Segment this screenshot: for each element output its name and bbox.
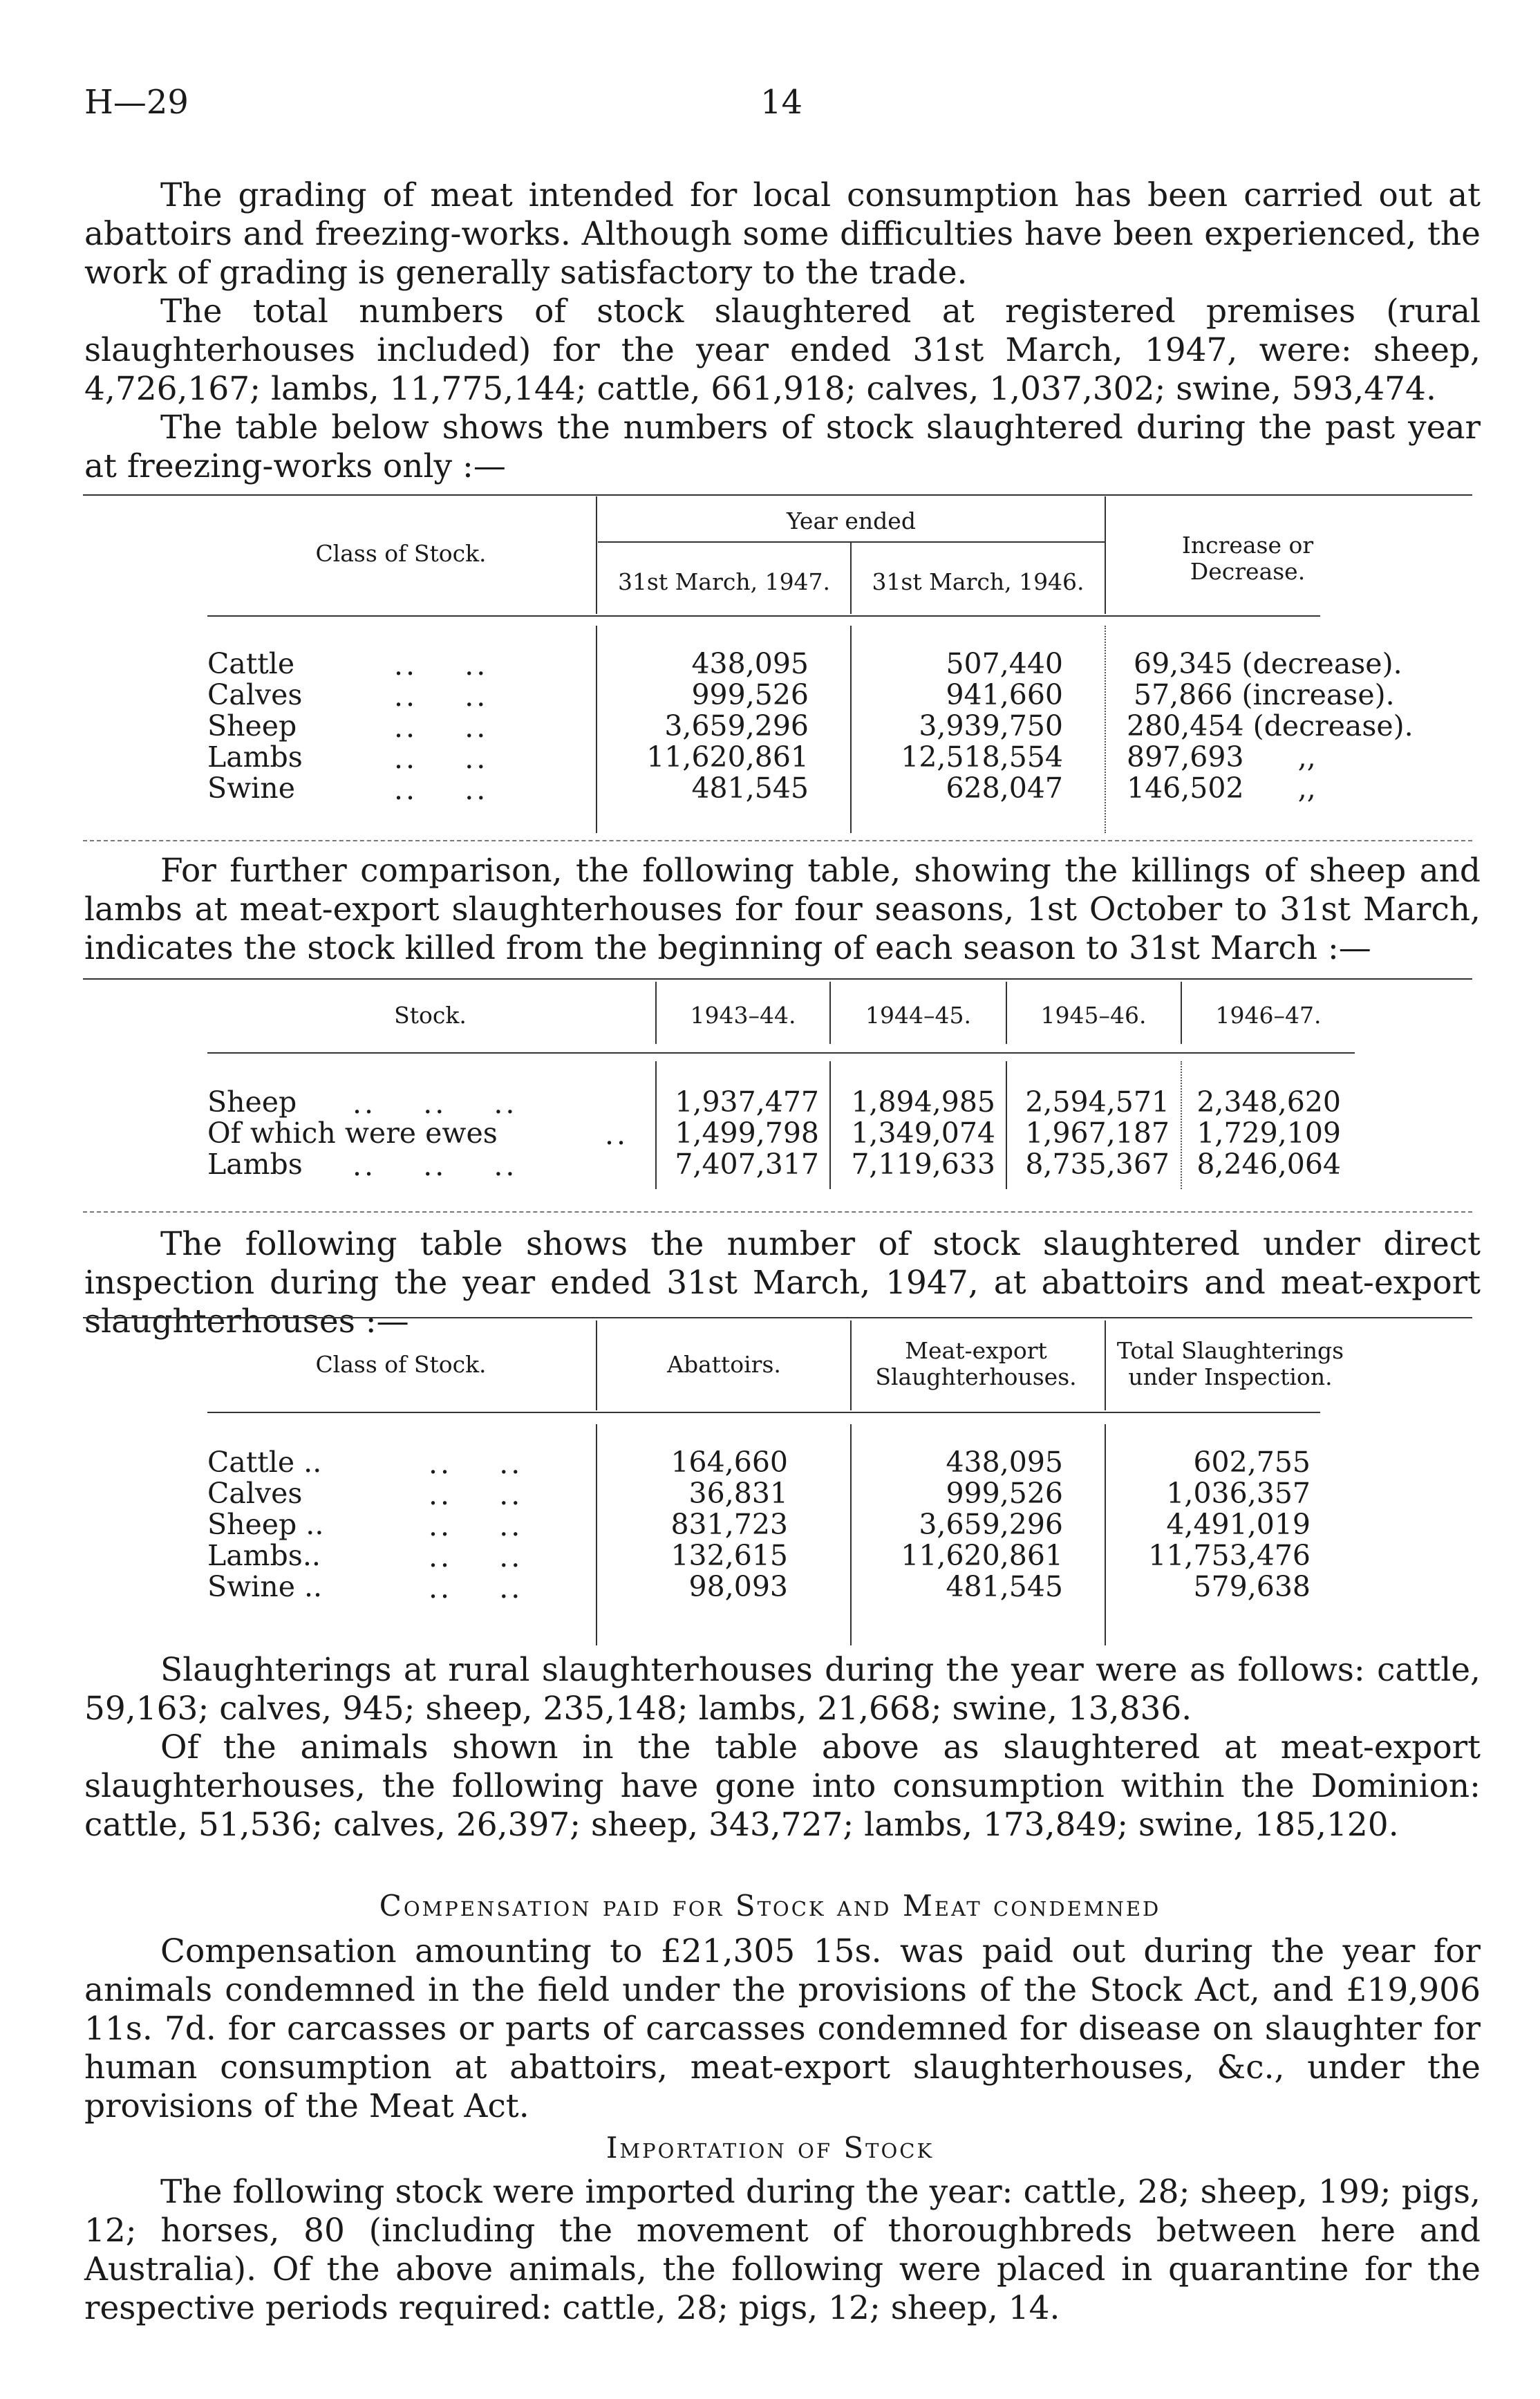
header-class-of-stock: Class of Stock. — [315, 1351, 487, 1378]
header-1943-44: 1943–44. — [690, 1002, 796, 1029]
row-leader: .. .. — [429, 1447, 523, 1480]
heading-compensation: Compensation paid for Stock and Meat condemned — [379, 1889, 1161, 1923]
cell-1947: 11,620,861 — [646, 740, 809, 774]
row-label: Sheep — [207, 1085, 297, 1119]
cell-1946: 3,939,750 — [919, 709, 1063, 743]
row-label: Calves — [207, 678, 303, 711]
row-label: Swine .. — [207, 1570, 323, 1603]
paragraph-importation: The following stock were imported during the year: cattle, 28; sheep, 199; pigs, 12; horses, 80 (including the movement of thoroughbreds between here and Australia). Of the above animals, the following were placed in quarantine for the respective periods required: cattle, 28; pigs, 12; sheep, 14. — [84, 2173, 1481, 2327]
column-divider — [829, 1061, 831, 1189]
row-leader: .. .. — [429, 1540, 523, 1574]
column-divider — [596, 626, 597, 833]
table-rule — [83, 1211, 1472, 1213]
cell-1946-47: 8,246,064 — [1196, 1148, 1341, 1181]
cell-change: 280,454 (decrease). — [1127, 709, 1414, 743]
table-rule — [83, 978, 1472, 980]
cell-change: 146,502 ,, — [1127, 772, 1316, 805]
column-divider — [655, 1061, 657, 1189]
column-divider — [596, 1424, 597, 1645]
row-label: Swine — [207, 772, 295, 805]
row-label: Lambs.. — [207, 1539, 321, 1572]
report-code: H—29 — [84, 83, 189, 122]
row-leader: .. .. .. — [353, 1149, 518, 1182]
cell-1944-45: 1,894,985 — [851, 1085, 995, 1119]
cell-1946: 507,440 — [946, 647, 1063, 680]
cell-change: 69,345 (decrease). — [1134, 647, 1402, 680]
row-label: Lambs — [207, 1148, 303, 1181]
paragraph-table3-intro: The following table shows the number of stock slaughtered under direct inspection during the year ended 31st March, 1947, at abattoirs and meat-export slaughterhouses :— — [84, 1225, 1481, 1341]
cell-meat-export: 999,526 — [946, 1477, 1063, 1510]
cell-meat-export: 3,659,296 — [919, 1508, 1063, 1541]
cell-1943-44: 7,407,317 — [675, 1148, 819, 1181]
header-total-slaughterings: Total Slaughterings under Inspection. — [1116, 1337, 1344, 1390]
column-divider — [850, 1320, 852, 1410]
cell-1947: 481,545 — [691, 772, 809, 805]
row-label: Cattle .. — [207, 1446, 322, 1479]
cell-1944-45: 7,119,633 — [851, 1148, 995, 1181]
row-label: Cattle — [207, 647, 295, 680]
cell-change: 57,866 (increase). — [1134, 678, 1395, 711]
cell-1946: 628,047 — [946, 772, 1063, 805]
table-rule — [83, 1317, 1472, 1318]
page-number: 14 — [760, 83, 803, 122]
column-divider — [1006, 1061, 1007, 1189]
cell-meat-export: 438,095 — [946, 1446, 1063, 1479]
column-divider — [596, 1320, 597, 1410]
cell-1945-46: 2,594,571 — [1025, 1085, 1170, 1119]
column-divider — [1181, 1061, 1182, 1189]
header-1946-47: 1946–47. — [1215, 1002, 1322, 1029]
heading-importation: Importation of Stock — [605, 2131, 935, 2165]
column-divider — [1105, 496, 1106, 614]
header-stock: Stock. — [394, 1002, 467, 1029]
cell-abattoirs: 831,723 — [670, 1508, 788, 1541]
row-leader: .. .. — [429, 1509, 523, 1542]
row-label: Sheep — [207, 709, 297, 743]
header-1946: 31st March, 1946. — [872, 568, 1084, 595]
cell-total: 602,755 — [1193, 1446, 1311, 1479]
column-divider — [850, 1424, 852, 1645]
row-leader: .. .. — [394, 648, 489, 682]
cell-1946-47: 1,729,109 — [1196, 1117, 1341, 1150]
cell-abattoirs: 98,093 — [688, 1570, 788, 1603]
cell-1947: 3,659,296 — [664, 709, 809, 743]
cell-total: 11,753,476 — [1148, 1539, 1311, 1572]
header-bottom-rule — [207, 1412, 1320, 1413]
header-abattoirs: Abattoirs. — [667, 1351, 781, 1378]
cell-1947: 999,526 — [691, 678, 809, 711]
cell-1945-46: 1,967,187 — [1025, 1117, 1170, 1150]
header-bottom-rule — [207, 615, 1320, 617]
cell-abattoirs: 36,831 — [688, 1477, 788, 1510]
column-divider — [596, 496, 597, 614]
paragraph-rural: Slaughterings at rural slaughterhouses during the year were as follows: cattle, 59,163; calves, 945; sheep, 235,148; lambs, 21,668; swine, 13,836. — [84, 1651, 1481, 1728]
row-leader: .. .. — [394, 711, 489, 744]
cell-meat-export: 481,545 — [946, 1570, 1063, 1603]
row-label: Sheep .. — [207, 1508, 324, 1541]
cell-abattoirs: 164,660 — [670, 1446, 788, 1479]
cell-1946: 941,660 — [946, 678, 1063, 711]
paragraph-table1-intro: The table below shows the numbers of stock slaughtered during the past year at freezing-works only :— — [84, 409, 1481, 485]
cell-meat-export: 11,620,861 — [901, 1539, 1063, 1572]
header-1947: 31st March, 1947. — [617, 568, 831, 595]
paragraph-grading: The grading of meat intended for local consumption has been carried out at abattoirs and freezing-works. Although some difficulties have been experienced, the work of grading is generally satisfactory to the trade. — [84, 176, 1481, 292]
paragraph-consumption: Of the animals shown in the table above as slaughtered at meat-export slaughterhouses, the following have gone into consumption within the Dominion: cattle, 51,536; calves, 26,397; sheep, 343,727; lambs, 173,849; swine, 185,120. — [84, 1728, 1481, 1844]
cell-1943-44: 1,499,798 — [675, 1117, 819, 1150]
header-meat-export: Meat-export Slaughterhouses. — [875, 1337, 1077, 1390]
header-1944-45: 1944–45. — [865, 1002, 971, 1029]
row-leader: .. .. — [394, 773, 489, 806]
row-label: Of which were ewes — [207, 1117, 498, 1150]
paragraph-compensation: Compensation amounting to £21,305 15s. was paid out during the year for animals condemned in the field under the provisions of the Stock Act, and £19,906 11s. 7d. for carcasses or parts of carcasses condemned for disease on slaughter for human consumption at abattoirs, meat-export slaughterhouses, &c., under the provisions of the Meat Act. — [84, 1932, 1481, 2125]
row-label: Calves — [207, 1477, 303, 1510]
paragraph-table2-intro: For further comparison, the following table, showing the killings of sheep and lambs at meat-export slaughterhouses for four seasons, 1st October to 31st March, indicates the stock killed from the beginning of each season to 31st March :— — [84, 852, 1481, 967]
cell-abattoirs: 132,615 — [670, 1539, 788, 1572]
cell-1946-47: 2,348,620 — [1196, 1085, 1341, 1119]
table-rule — [83, 494, 1472, 496]
cell-1946: 12,518,554 — [901, 740, 1063, 774]
row-label: Lambs — [207, 740, 303, 774]
header-subrule — [598, 541, 1105, 543]
column-divider — [1105, 1320, 1106, 1410]
cell-1943-44: 1,937,477 — [675, 1085, 819, 1119]
cell-total: 4,491,019 — [1166, 1508, 1311, 1541]
column-divider — [1105, 626, 1106, 833]
row-leader: .. .. — [429, 1478, 523, 1511]
row-leader: .. .. .. — [353, 1087, 518, 1120]
column-divider — [1105, 1424, 1106, 1645]
header-1945-46: 1945–46. — [1040, 1002, 1147, 1029]
column-divider — [850, 626, 852, 833]
paragraph-total: The total numbers of stock slaughtered at registered premises (rural slaughterhouses included) for the year ended 31st March, 1947, were: sheep, 4,726,167; lambs, 11,775,144; cattle, 661,918; calves, 1,037,302; swine, 593,474. — [84, 292, 1481, 408]
cell-total: 579,638 — [1193, 1570, 1311, 1603]
header-bottom-rule — [207, 1052, 1355, 1054]
row-leader: .. .. — [394, 742, 489, 775]
header-year-ended: Year ended — [787, 507, 916, 534]
table-rule — [83, 840, 1472, 841]
row-leader: .. .. — [394, 680, 489, 713]
cell-1944-45: 1,349,074 — [851, 1117, 995, 1150]
row-leader: .. .. — [429, 1571, 523, 1605]
cell-change: 897,693 ,, — [1127, 740, 1316, 774]
cell-1947: 438,095 — [691, 647, 809, 680]
header-increase-decrease: Increase or Decrease. — [1181, 532, 1314, 585]
row-leader: .. — [605, 1118, 629, 1151]
header-class-of-stock: Class of Stock. — [315, 540, 487, 567]
cell-1945-46: 8,735,367 — [1025, 1148, 1170, 1181]
cell-total: 1,036,357 — [1166, 1477, 1311, 1510]
